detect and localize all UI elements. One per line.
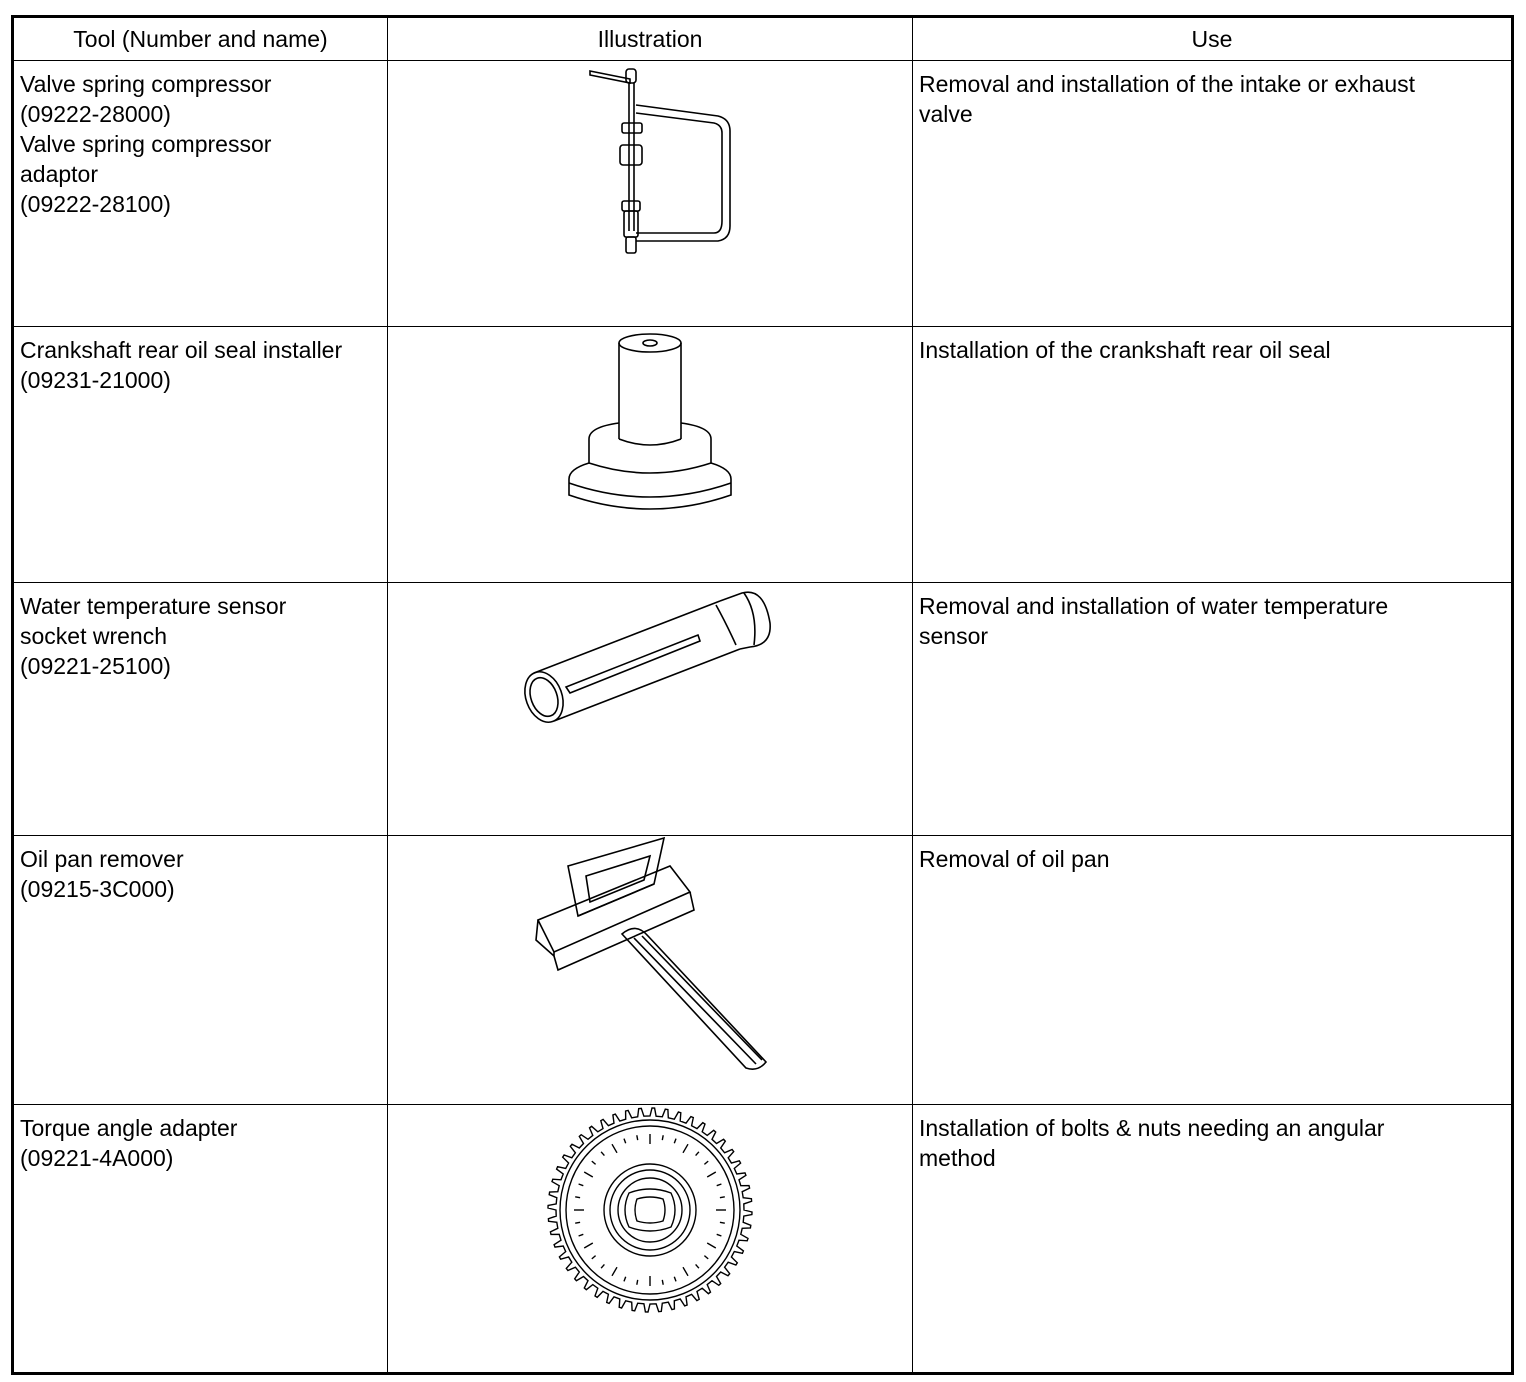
tool-name: adaptor (20, 161, 99, 187)
use-cell (913, 327, 1513, 583)
tool-name: Valve spring compressor (20, 71, 272, 97)
table-header-row (13, 17, 1513, 61)
tool-number: (09221-25100) (20, 653, 171, 679)
use-text: Removal and installation of the intake or exhaust (919, 71, 1416, 97)
tool-cell (13, 1105, 388, 1374)
tool-cell (13, 327, 388, 583)
illustration-cell (388, 583, 913, 836)
tool-number: (09221-4A000) (20, 1145, 174, 1171)
tool-cell (13, 61, 388, 327)
use-text: method (919, 1145, 996, 1171)
tool-name: Torque angle adapter (20, 1115, 238, 1141)
use-cell (913, 61, 1513, 327)
use-text: Installation of bolts & nuts needing an angular (919, 1115, 1385, 1141)
socket-wrench-drawing (520, 583, 780, 743)
tool-name: Valve spring compressor (20, 131, 272, 157)
special-tools-table (11, 15, 1514, 1375)
tool-name: Water temperature sensor (20, 593, 287, 619)
valve-spring-compressor-drawing (550, 61, 750, 261)
tool-number: (09231-21000) (20, 367, 171, 393)
tool-name: socket wrench (20, 623, 168, 649)
table-row (13, 1105, 1513, 1374)
tool-number: (09222-28100) (20, 191, 171, 217)
use-cell (913, 1105, 1513, 1374)
use-text: valve (919, 101, 973, 127)
header-tool: Tool (Number and name) (13, 17, 388, 61)
illustration-cell (388, 1105, 913, 1374)
table-row (13, 327, 1513, 583)
use-text: Removal and installation of water temperature (919, 593, 1389, 619)
use-text: Installation of the crankshaft rear oil seal (919, 337, 1331, 363)
use-text: sensor (919, 623, 989, 649)
oil-pan-remover-drawing (530, 836, 770, 1076)
illustration-cell (388, 327, 913, 583)
illustration-cell (388, 836, 913, 1105)
table-row (13, 836, 1513, 1105)
tool-number: (09215-3C000) (20, 876, 175, 902)
header-use: Use (913, 17, 1513, 61)
use-text: Removal of oil pan (919, 846, 1110, 872)
tool-name: Crankshaft rear oil seal installer (20, 337, 343, 363)
use-cell (913, 836, 1513, 1105)
tool-cell (13, 583, 388, 836)
tool-number: (09222-28000) (20, 101, 171, 127)
table-row (13, 583, 1513, 836)
oil-seal-installer-drawing (565, 327, 735, 527)
table-row (13, 61, 1513, 327)
tool-cell (13, 836, 388, 1105)
header-illustration: Illustration (388, 17, 913, 61)
torque-angle-adapter-drawing (545, 1105, 755, 1315)
illustration-cell (388, 61, 913, 327)
use-cell (913, 583, 1513, 836)
tool-name: Oil pan remover (20, 846, 184, 872)
